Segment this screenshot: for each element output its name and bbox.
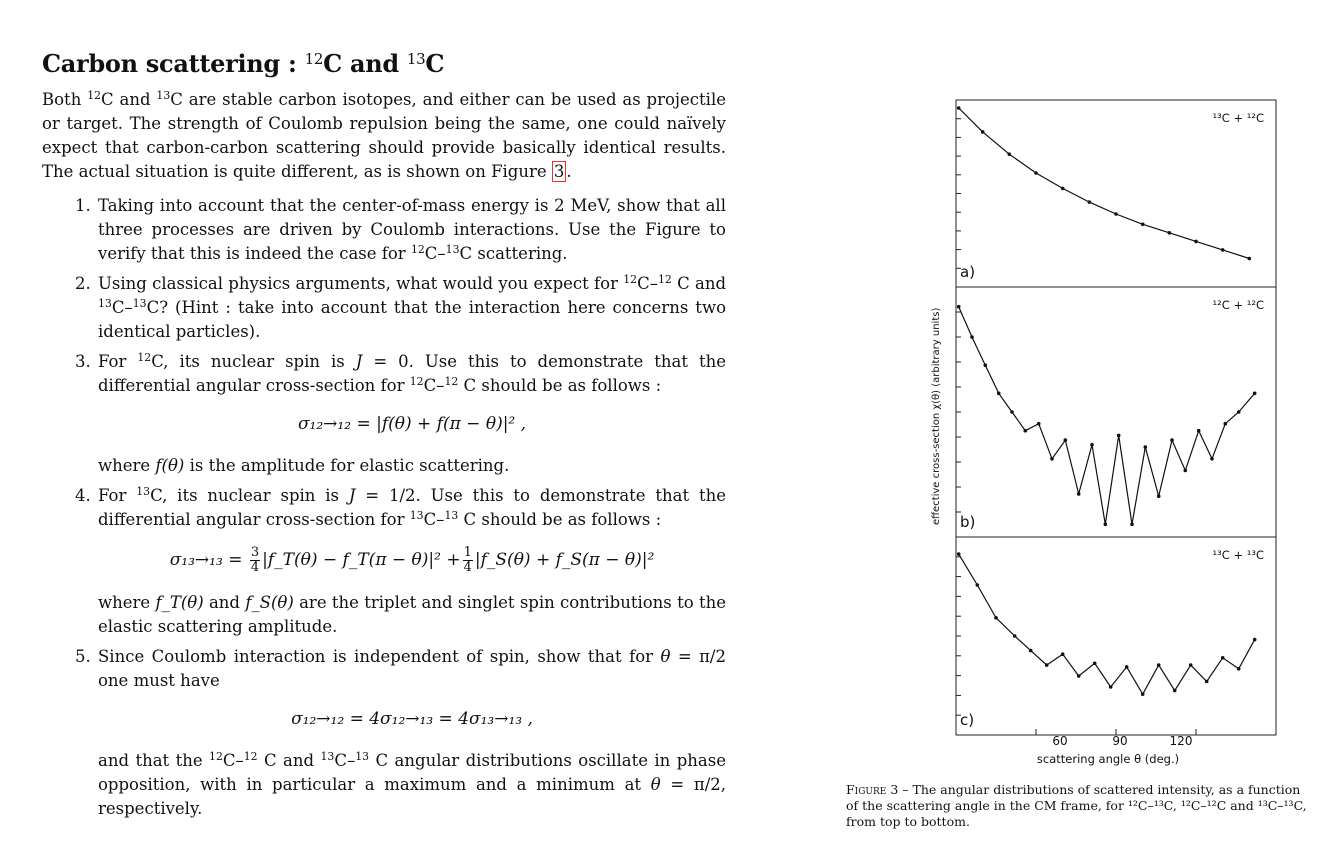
- section-title: [42, 49, 726, 78]
- iso-sup: 12: [209, 750, 223, 764]
- item-text: For: [98, 352, 138, 371]
- data-point: [1253, 392, 1257, 396]
- intro-text: C are stable carbon isotopes, and either can be used as projectile or target. The strength of Coulomb repulsion being the same, one could naïvely expect that carbon-carbon scattering should provide basically identical results. The actual situation is quite different, as is shown on Figure: [42, 90, 726, 181]
- scattering-figure: [846, 95, 1326, 775]
- title-prefix: Carbon scattering :: [42, 49, 297, 78]
- iso-sup: 13: [444, 509, 459, 523]
- eq-rhs: |f(θ) + f(π − θ)|² ,: [376, 414, 527, 434]
- item-text: and: [689, 274, 727, 293]
- item-text: For: [98, 486, 137, 505]
- c-symbol: C: [146, 298, 160, 317]
- list-item: [96, 272, 726, 344]
- data-point: [1237, 410, 1241, 414]
- item-text: should be as follows :: [476, 376, 662, 395]
- data-point: [1050, 457, 1054, 461]
- data-point: [1104, 523, 1108, 527]
- item-text: should be as follows :: [476, 510, 662, 529]
- iso-sup: 13: [136, 485, 151, 499]
- iso-sup: 13: [445, 243, 460, 257]
- data-point: [1093, 662, 1097, 666]
- data-point: [1170, 438, 1174, 442]
- pair: C–: [423, 376, 445, 395]
- panel-tag: b): [960, 513, 976, 531]
- c-symbol: C: [463, 376, 477, 395]
- pair: C–: [111, 298, 133, 317]
- series-line: [959, 554, 1255, 694]
- panels-group: [956, 100, 1276, 735]
- data-point: [1061, 652, 1065, 656]
- panel-frame: [956, 287, 1276, 537]
- x-axis-label: scattering angle θ (deg.): [1036, 752, 1180, 766]
- data-point: [1109, 685, 1113, 689]
- data-point: [1013, 634, 1017, 638]
- denominator: 4: [463, 560, 472, 575]
- item-text: C, its nuclear spin is: [150, 486, 349, 505]
- item-text: Using classical physics arguments, what would you expect for: [98, 274, 624, 293]
- data-point: [1194, 240, 1198, 244]
- x-tick-90: 90: [1112, 734, 1128, 748]
- numerator: 1: [463, 545, 472, 560]
- amplitude: f(θ): [155, 456, 185, 475]
- numerator: 3: [250, 545, 260, 560]
- data-point: [1117, 434, 1121, 438]
- item-text: is the amplitude for elastic scattering.: [184, 456, 510, 475]
- data-point: [1205, 680, 1209, 684]
- data-point: [1114, 212, 1118, 216]
- panel-tag: c): [960, 711, 975, 729]
- item-text: ? (Hint : take into account that the interaction here concerns two identical particles).: [98, 298, 726, 341]
- data-point: [1130, 523, 1134, 527]
- data-point: [957, 552, 961, 556]
- iso-sup: 12: [623, 273, 638, 287]
- exercise-list: [42, 194, 726, 821]
- iso-sup: 12: [410, 243, 425, 257]
- data-point: [1144, 445, 1148, 449]
- data-point: [1157, 663, 1161, 667]
- data-point: [1168, 231, 1172, 235]
- iso-sup: 13: [98, 297, 112, 311]
- c-symbol: C: [677, 274, 690, 293]
- y-axis-label: effective cross-section χ(θ) (arbitrary units): [931, 307, 942, 525]
- data-point: [1125, 665, 1129, 669]
- data-point: [1157, 494, 1161, 498]
- c-symbol: C: [459, 244, 473, 263]
- intro-text: Both: [42, 90, 88, 109]
- iso-sup: 12: [444, 375, 459, 389]
- equation-relation: [98, 707, 726, 731]
- data-point: [1237, 667, 1241, 671]
- item-text: Taking into account that the center-of-mass energy is 2 MeV, show that all three processes are driven by Coulomb interactions. Use the Figure to verify that this is indeed the case for: [98, 196, 726, 263]
- data-point: [970, 335, 974, 339]
- data-point: [981, 130, 985, 134]
- item-text: and: [276, 751, 321, 770]
- data-point: [1141, 223, 1145, 227]
- item-text: = 1/2. Use this to demonstrate that the differential angular cross-section for: [98, 486, 726, 529]
- item-text: = 0. Use this to demonstrate that the differential angular cross-section for: [98, 352, 726, 395]
- data-point: [1010, 410, 1014, 414]
- spin-symbol: J: [355, 352, 363, 371]
- panel-frame: [956, 100, 1276, 287]
- data-point: [1037, 422, 1041, 426]
- caption-label: Figure 3: [846, 782, 899, 797]
- data-point: [1045, 663, 1049, 667]
- pair: C–: [637, 274, 658, 293]
- iso-sup: 12: [304, 49, 324, 68]
- data-point: [994, 616, 998, 620]
- data-point: [1197, 429, 1201, 433]
- data-point: [1061, 187, 1065, 191]
- list-item: [96, 484, 726, 639]
- data-point: [1077, 674, 1081, 678]
- data-point: [976, 583, 980, 587]
- panel-label: ¹³C + ¹²C: [1212, 111, 1264, 125]
- list-item: [96, 645, 726, 821]
- list-item: [96, 350, 726, 478]
- data-point: [1141, 692, 1145, 696]
- item-text: where: [98, 456, 156, 475]
- figure-caption: [846, 782, 1316, 830]
- c-symbol: C: [425, 49, 445, 78]
- data-point: [957, 106, 961, 110]
- iso-sup: 13: [320, 750, 335, 764]
- data-point: [997, 392, 1001, 396]
- item-text: scattering.: [472, 244, 568, 263]
- pair: C–: [222, 751, 244, 770]
- fraction-one-quarter: [463, 546, 473, 575]
- data-point: [1090, 443, 1094, 447]
- panel-tag: a): [960, 263, 976, 281]
- x-tick-120: 120: [1169, 734, 1193, 748]
- equation-13-13: [98, 546, 726, 575]
- triplet-amplitude: f_T(θ): [155, 593, 204, 612]
- data-point: [1024, 429, 1028, 433]
- eq-lhs: σ₁₂→₁₂ =: [297, 414, 377, 434]
- caption-text: – The angular distributions of scattered intensity, as a function of the scattering angle in the CM frame, for ¹²C–¹³C, ¹²C–¹²C and ¹³C–¹³C, from top to bottom.: [846, 782, 1307, 829]
- text-column: [42, 49, 727, 827]
- data-point: [1029, 649, 1033, 653]
- iso-sup: 12: [87, 89, 102, 103]
- title-and: and: [349, 49, 399, 78]
- theta-symbol: θ: [660, 647, 671, 666]
- item-text: and: [203, 593, 246, 612]
- series-line: [959, 108, 1250, 259]
- iso-sup: 13: [409, 509, 424, 523]
- item-text: are the triplet and singlet spin contributions to the elastic scattering amplitude.: [98, 593, 726, 636]
- singlet-amplitude: f_S(θ): [245, 593, 294, 612]
- data-point: [1173, 689, 1177, 693]
- data-point: [1224, 422, 1228, 426]
- data-point: [1008, 152, 1012, 156]
- list-item: [96, 194, 726, 266]
- iso-sup: 12: [243, 750, 258, 764]
- data-point: [1248, 257, 1252, 261]
- c-symbol: C: [375, 751, 389, 770]
- iso-sup: 13: [355, 750, 370, 764]
- denominator: 4: [250, 560, 260, 575]
- theta-symbol: θ: [650, 775, 661, 794]
- pair: C–: [423, 510, 445, 529]
- c-symbol: C: [323, 49, 342, 78]
- data-point: [1077, 492, 1081, 496]
- panel-frame: [956, 537, 1276, 735]
- data-point: [1189, 663, 1193, 667]
- data-point: [1064, 438, 1068, 442]
- eq-term: |f_S(θ) + f_S(π − θ)|²: [474, 550, 655, 570]
- item-text: and that the: [98, 751, 210, 770]
- data-point: [1253, 638, 1257, 642]
- intro-text: C and: [101, 90, 157, 109]
- iso-sup: 13: [406, 49, 426, 68]
- c-symbol: C: [264, 751, 277, 770]
- item-text: = π/2, respectively.: [98, 775, 726, 818]
- data-point: [1210, 457, 1214, 461]
- eq-body: σ₁₂→₁₂ = 4σ₁₂→₁₃ = 4σ₁₃→₁₃ ,: [291, 709, 533, 729]
- eq-lhs: σ₁₃→₁₃ =: [169, 550, 248, 570]
- iso-sup: 12: [409, 375, 424, 389]
- pair: C–: [334, 751, 356, 770]
- iso-sup: 12: [657, 273, 672, 287]
- data-point: [957, 305, 961, 309]
- item-text: angular distributions oscillate in phase opposition, with in particular a maximum and a minimum at: [98, 751, 726, 794]
- data-point: [984, 363, 988, 367]
- iso-sup: 13: [132, 297, 147, 311]
- iso-sup: 12: [137, 351, 152, 365]
- iso-sup: 13: [156, 89, 171, 103]
- panel-label: ¹²C + ¹²C: [1212, 298, 1264, 312]
- data-point: [1184, 469, 1188, 473]
- item-text: C, its nuclear spin is: [151, 352, 356, 371]
- item-text: Since Coulomb interaction is independent of spin, show that for: [98, 647, 661, 666]
- intro-text: .: [566, 162, 572, 181]
- series-line: [959, 307, 1255, 525]
- data-point: [1088, 200, 1092, 204]
- intro-paragraph: [42, 88, 726, 184]
- spin-symbol: J: [348, 486, 356, 505]
- fraction-three-quarters: [250, 546, 260, 575]
- item-text: where: [98, 593, 156, 612]
- equation-12-12: [98, 412, 726, 436]
- panel-label: ¹³C + ¹³C: [1212, 548, 1264, 562]
- figure-link[interactable]: 3: [553, 162, 565, 181]
- data-point: [1034, 171, 1038, 175]
- c-symbol: C: [463, 510, 477, 529]
- x-tick-60: 60: [1052, 734, 1068, 748]
- data-point: [1221, 656, 1225, 660]
- pair: C–: [424, 244, 446, 263]
- eq-term: |f_T(θ) − f_T(π − θ)|² +: [262, 550, 461, 570]
- item-text: = π/2 one must have: [98, 647, 726, 690]
- data-point: [1221, 248, 1225, 252]
